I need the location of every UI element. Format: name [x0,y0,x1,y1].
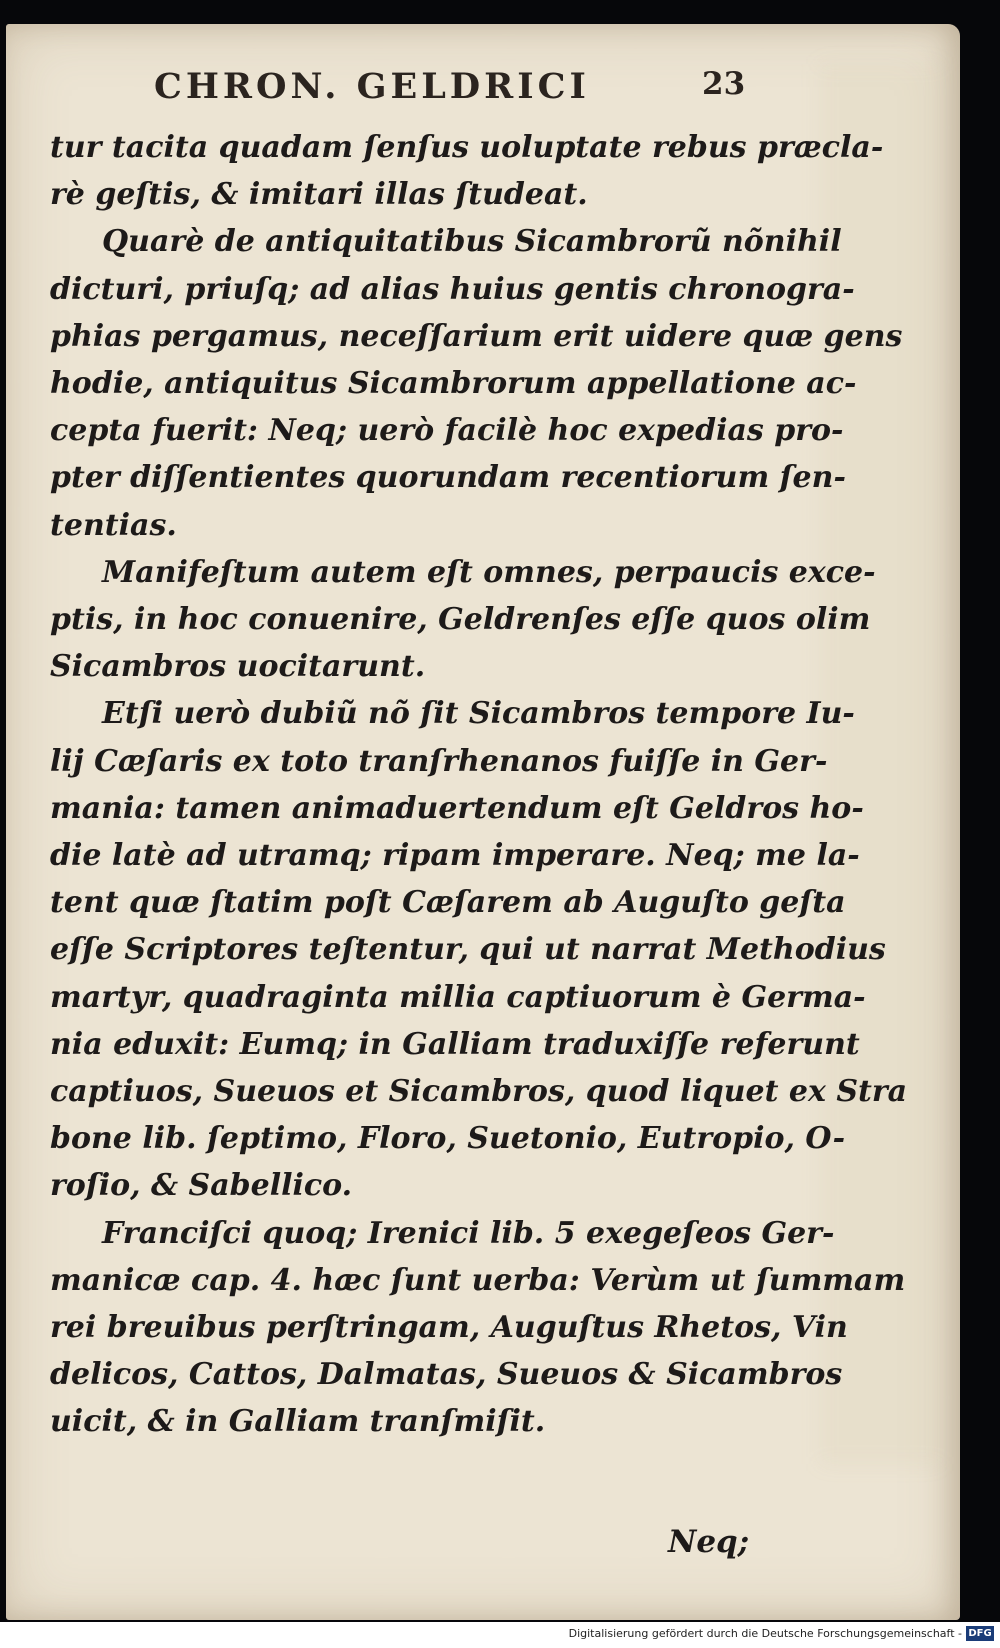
text-line: cepta fuerit: Neq; uerò facilè hoc expedias pro- [50,413,844,449]
text-line: roſio, & Sabellico. [50,1168,353,1204]
text-line: rè geſtis, & imitari illas ſtudeat. [50,177,588,213]
text-line: nia eduxit: Eumq; in Galliam traduxiſſe referunt [50,1026,860,1062]
text-line: Franciſci quoq; Irenici lib. 5 exegeſeos Ger- [102,1215,835,1251]
text-line: eſſe Scriptores teſtentur, qui ut narrat Methodius [50,932,886,968]
text-line: martyr, quadraginta millia captiuorum è Germa- [50,979,866,1015]
text-line: dicturi, priuſq; ad alias huius gentis chronogra- [50,271,855,307]
text-line: pter diſſentientes quorundam recentiorum ſen- [50,460,846,496]
text-line: Manifeſtum autem eſt omnes, perpaucis exce- [102,554,876,590]
text-line: rei breuibus perſtringam, Auguſtus Rhetos, Vin [50,1310,848,1346]
text-line: delicos, Cattos, Dalmatas, Sueuos & Sicambros [50,1357,843,1393]
text-line: ptis, in hoc conuenire, Geldrenſes eſſe quos olim [50,602,871,638]
page-number: 23 [702,66,746,102]
text-line: hodie, antiquitus Sicambrorum appellatione ac- [50,366,857,402]
page-header [154,58,744,118]
text-line: captiuos, Sueuos et Sicambros, quod liquet ex Stra [50,1074,908,1110]
text-line: phias pergamus, neceſſarium erit uidere quæ gens [50,318,903,354]
running-title: CHRON. GELDRICI [154,66,590,107]
text-line: bone lib. ſeptimo, Floro, Suetonio, Eutropio, O- [50,1121,846,1157]
digitization-footer [0,1622,1000,1648]
body-text [50,124,908,1446]
text-line: tentias. [50,507,177,543]
text-line: Quarè de antiquitatibus Sicambrorũ nõnihil [102,224,842,260]
text-line: tur tacita quadam ſenſus uoluptate rebus præcla- [50,130,884,165]
text-line: die latè ad utramq; ripam imperare. Neq; me la- [50,838,860,874]
dfg-logo-icon: DFG [966,1626,994,1641]
text-line: tent quæ ſtatim poſt Cæſarem ab Auguſto geſta [50,885,846,921]
text-line: mania: tamen animaduertendum eſt Geldros ho- [50,790,864,826]
funding-notice: Digitalisierung gefördert durch die Deutsche Forschungsgemeinschaft - [568,1627,962,1640]
book-page [6,24,960,1620]
text-line: Sicambros uocitarunt. [50,649,426,685]
text-line: Etſi uerò dubiũ nõ ſit Sicambros tempore Iu- [102,696,855,732]
text-line: manicæ cap. 4. hæc ſunt uerba: Verùm ut ſummam [50,1262,906,1298]
catchword: Neq; [668,1524,750,1560]
text-line: uicit, & in Galliam tranſmiſit. [50,1404,546,1440]
text-line: lij Cæſaris ex toto tranſrhenanos fuiſſe in Ger- [50,743,828,779]
